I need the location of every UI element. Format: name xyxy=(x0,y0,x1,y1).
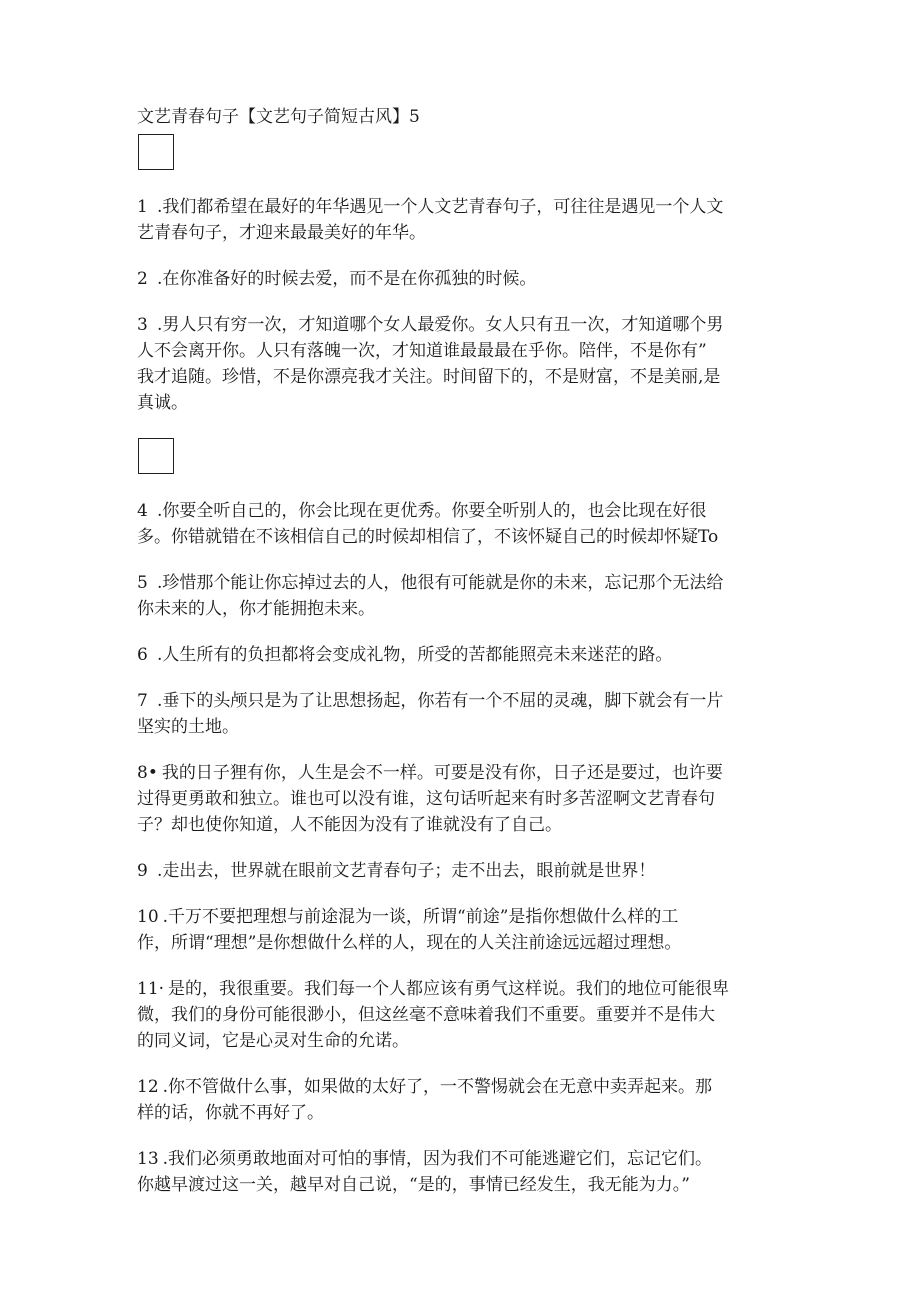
paragraph-line: 12 .你不管做什么事，如果做的太好了，一不警惕就会在无意中卖弄起来。那 xyxy=(137,1074,797,1100)
list-item xyxy=(137,194,797,246)
paragraph-line: 多。你错就错在不该相信自己的时候却相信了，不该怀疑自己的时候却怀疑To xyxy=(137,527,719,547)
paragraph-line: 11· 是的，我很重要。我们每一个人都应该有勇气这样说。我们的地位可能很卑 xyxy=(137,976,797,1002)
paragraph-line: 作，所谓“理想”是你想做什么样的人，现在的人关注前途远远超过理想。 xyxy=(137,933,682,953)
list-item xyxy=(137,570,797,622)
list-item xyxy=(137,760,797,838)
paragraph-line: 微，我们的身份可能很渺小，但这丝毫不意味着我们不重要。重要并不是伟大 xyxy=(137,1005,715,1025)
paragraph-list xyxy=(137,194,797,416)
item-number: 1 xyxy=(137,197,148,217)
paragraph-line: 2 .在你准备好的时候去爱，而不是在你孤独的时候。 xyxy=(137,266,797,292)
list-item xyxy=(137,266,797,292)
list-item xyxy=(137,688,797,740)
paragraph-line: 过得更勇敢和独立。谁也可以没有谁，这句话听起来有时多苦涩啊文艺青春句 xyxy=(137,789,715,809)
paragraph-line: 坚实的土地。 xyxy=(137,717,239,737)
paragraph-line: 10 .千万不要把理想与前途混为一谈，所谓“前途”是指你想做什么样的工 xyxy=(137,904,797,930)
image-placeholder-box xyxy=(138,438,174,474)
item-number: 8• xyxy=(137,763,158,783)
paragraph-line: 人不会离开你。人只有落魄一次，才知道谁最最最在乎你。陪伴，不是你有” xyxy=(137,341,707,361)
list-item xyxy=(137,1074,797,1126)
paragraph-list xyxy=(137,498,797,1198)
list-item xyxy=(137,904,797,956)
paragraph-line: 艺青春句子，才迎来最最美好的年华。 xyxy=(137,223,426,243)
paragraph-line: 的同义词，它是心灵对生命的允诺。 xyxy=(137,1031,409,1051)
paragraph-line: 9 .走出去，世界就在眼前文艺青春句子；走不出去，眼前就是世界！ xyxy=(137,858,797,884)
paragraph-line: 3 .男人只有穷一次，才知道哪个女人最爱你。女人只有丑一次，才知道哪个男 xyxy=(137,312,797,338)
item-number: 4 xyxy=(137,501,148,521)
image-placeholder-box xyxy=(138,134,174,170)
item-number: 12 xyxy=(137,1077,159,1097)
item-number: 6 xyxy=(137,645,148,665)
list-item xyxy=(137,642,797,668)
document-title: 文艺青春句子【文艺句子简短古风】5 xyxy=(137,107,420,127)
paragraph-line: 13 .我们必须勇敢地面对可怕的事情，因为我们不可能逃避它们，忘记它们。 xyxy=(137,1146,797,1172)
paragraph-line: 8• 我的日子狸有你，人生是会不一样。可要是没有你，日子还是要过，也许要 xyxy=(137,760,797,786)
paragraph-line: 子？却也使你知道，人不能因为没有了谁就没有了自己。 xyxy=(137,815,562,835)
item-number: 5 xyxy=(137,573,148,593)
paragraph-line: 6 .人生所有的负担都将会变成礼物，所受的苦都能照亮未来迷茫的路。 xyxy=(137,642,797,668)
paragraph-line: 1 .我们都希望在最好的年华遇见一个人文艺青春句子，可往往是遇见一个人文 xyxy=(137,194,797,220)
item-number: 13 xyxy=(137,1149,159,1169)
list-item xyxy=(137,312,797,416)
document-page xyxy=(137,104,797,1218)
item-number: 2 xyxy=(137,269,148,289)
item-number: 7 xyxy=(137,691,148,711)
item-number: 9 xyxy=(137,861,148,881)
paragraph-line: 你越早渡过这一关，越早对自己说，“是的，事情已经发生，我无能为力。” xyxy=(137,1175,690,1195)
paragraph-line: 样的话，你就不再好了。 xyxy=(137,1103,324,1123)
list-item xyxy=(137,858,797,884)
item-number: 3 xyxy=(137,315,148,335)
paragraph-line: 真诚。 xyxy=(137,393,188,413)
item-number: 11· xyxy=(137,979,165,999)
list-item xyxy=(137,976,797,1054)
paragraph-line: 你未来的人，你才能拥抱未来。 xyxy=(137,599,375,619)
paragraph-line: 7 .垂下的头颅只是为了让思想扬起，你若有一个不屈的灵魂，脚下就会有一片 xyxy=(137,688,797,714)
paragraph-line: 4 .你要全听自己的，你会比现在更优秀。你要全听别人的，也会比现在好很 xyxy=(137,498,797,524)
paragraph-line: 我才追随。珍惜，不是你漂亮我才关注。时间留下的，不是财富，不是美丽,是 xyxy=(137,367,721,387)
list-item xyxy=(137,1146,797,1198)
item-number: 10 xyxy=(137,907,159,927)
list-item xyxy=(137,498,797,550)
paragraph-line: 5 .珍惜那个能让你忘掉过去的人，他很有可能就是你的未来，忘记那个无法给 xyxy=(137,570,797,596)
